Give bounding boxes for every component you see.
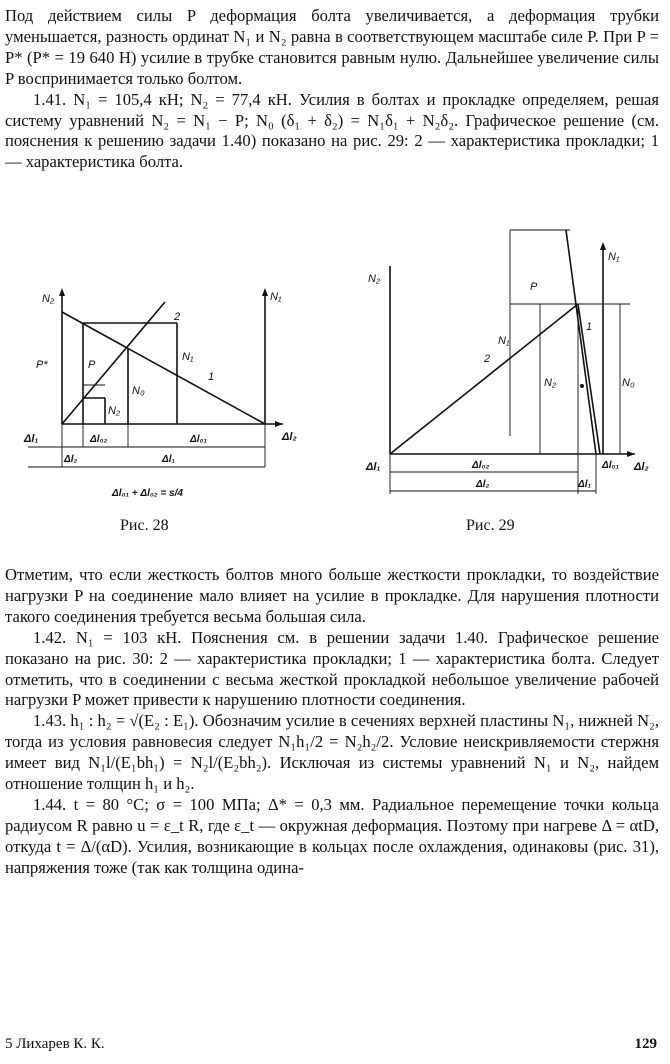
curve-1-label: 1 (586, 321, 593, 333)
footer-signature: 5 Лихарев К. К. (5, 1036, 105, 1052)
n0-label: N₀ (622, 377, 635, 389)
page-number: 129 (634, 1036, 657, 1052)
dl2-axis-label: Δl₂ (634, 461, 649, 473)
curve-1-label: 1 (208, 371, 215, 383)
text-block-top (5, 6, 659, 173)
p-label: P (88, 359, 96, 371)
axis-n1-label: N₁ (270, 291, 282, 303)
paragraph-1-42: 1.42. N₁ = 103 кН. Пояснения см. в решении задачи 1.40. Графическое решение показано на рис. 30: 2 — характеристика прокладки; 1 — характеристика болта. Следует отметить, что в соединении с весьма жесткой прокладкой небольшое увеличение рабочей нагрузки P может привести к нарушению плотности соединения. (5, 627, 659, 710)
formula-label: Δl₀₁ + Δl₀₂ = s/4 (112, 488, 183, 499)
curve-2-label: 2 (484, 353, 491, 365)
dl01-label: Δl₀₁ (190, 434, 207, 445)
dl01-label: Δl₀₁ (602, 460, 619, 471)
dl02-label: Δl₀₂ (472, 460, 490, 471)
n2-label: N₂ (544, 377, 557, 389)
pstar-label: P* (36, 359, 48, 371)
dl2-dim-label: Δl₂ (64, 454, 78, 465)
figure-29-caption: Рис. 29 (466, 517, 515, 534)
n0-label: N₀ (132, 385, 145, 397)
curve-2-label: 2 (174, 311, 181, 323)
dl1-axis-label: Δl₁ (24, 433, 39, 445)
dl02-label: Δl₀₂ (90, 434, 108, 445)
dl1-dim-label: Δl₁ (578, 479, 592, 490)
dl2-dim-label: Δl₂ (476, 479, 490, 490)
axis-n1-label: N₁ (608, 251, 620, 263)
axis-n2-label: N₂ (42, 293, 55, 305)
paragraph-1: Под действием силы P деформация болта увеличивается, а деформация трубки уменьшается, разность ординат N₁ и N₂ равна в соответствующем масштабе силе P. При P = P* (P* = 19 640 Н) усилие в трубке становится равным нулю. Дальнейшее увеличение силы P воспринимается только болтом. (5, 6, 659, 88)
figure-28-caption: Рис. 28 (120, 517, 169, 534)
n1-height-label: N₁ (182, 351, 194, 363)
figure-29 (360, 226, 660, 516)
n2-height-label: N₂ (108, 405, 121, 417)
axis-n2-label: N₂ (368, 273, 381, 285)
paragraph-1-41: 1.41. N₁ = 105,4 кН; N₂ = 77,4 кН. Усилия в болтах и прокладке определяем, решая систему уравнений N₂ = N₁ − P; N₀ (δ₁ + δ₂) = N₁δ₁ + N₂δ₂. Графическое решение (см. пояснения к решению задачи 1.40) показано на рис. 29: 2 — характеристика прокладки; 1 — характеристика болта. (5, 89, 659, 172)
text-block-bottom (5, 565, 659, 879)
paragraph-note: Отметим, что если жесткость болтов много больше жесткости прокладки, то воздействие нагрузки P на соединение мало влияет на усилие в прокладке. Для нарушения плотности такого соединения требуется весьма большая сила. (5, 565, 659, 626)
dl1-dim-label: Δl₁ (162, 454, 176, 465)
p-label: P (530, 281, 538, 293)
dl2-axis-label: Δl₂ (282, 431, 297, 443)
dl1-axis-label: Δl₁ (366, 461, 381, 473)
paragraph-1-44: 1.44. t = 80 °С; σ = 100 МПа; Δ* = 0,3 мм. Радиальное перемещение точки кольца радиусом R равно u = ε_t R, где ε_t — окружная деформация. Поэтому при нагреве Δ = αtD, откуда t = Δ/(αD). Усилия, возникающие в кольцах после охлаждения, одинаковы (рис. 31), напряжения тоже (так как толщина одина- (5, 794, 659, 877)
figure-28 (20, 282, 310, 527)
paragraph-1-43: 1.43. h₁ : h₂ = √(E₂ : E₁). Обозначим усилие в сечениях верхней пластины N₁, нижней N₂, тогда из условия равновесия следует N₁h₁/2 = N₂h₂/2. Условие неискривляемости стержня имеет вид N₁l/(E₁bh₁) = N₂l/(E₂bh₂). Исключая из системы уравнений N₁ и N₂, найдем отношение толщин h₁ и h₂. (5, 711, 659, 794)
n1-label: N₁ (498, 335, 510, 347)
